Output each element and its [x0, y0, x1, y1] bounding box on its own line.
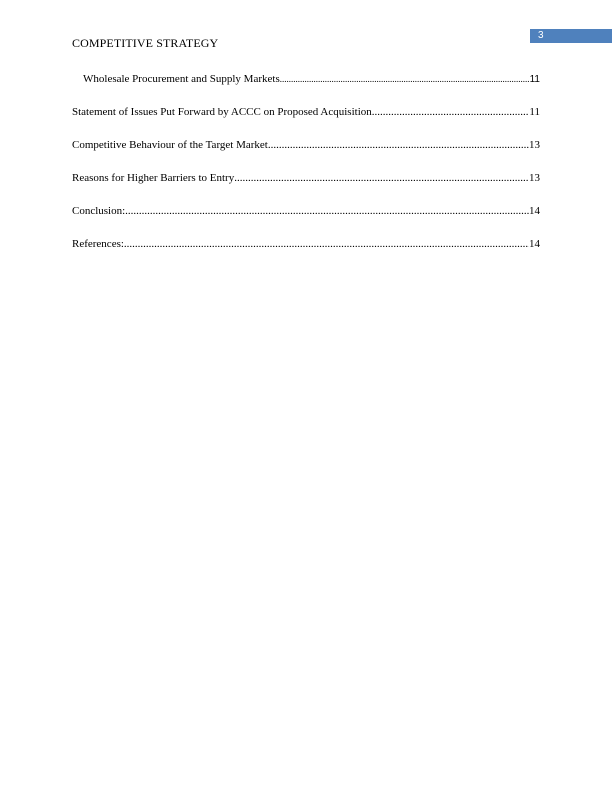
- toc-entry-page: 11: [529, 106, 540, 118]
- toc-entry-title: Statement of Issues Put Forward by ACCC on Proposed Acquisition: [72, 106, 372, 118]
- toc-entry-barriers-to-entry[interactable]: [72, 171, 540, 204]
- dot-leader: [372, 105, 530, 119]
- dot-leader: [268, 138, 529, 152]
- toc-entry-references[interactable]: [72, 237, 540, 270]
- toc-entry-statement-of-issues[interactable]: [72, 105, 540, 138]
- toc-entry-page: 13: [529, 139, 540, 151]
- table-of-contents: [72, 72, 540, 270]
- page-number: 3: [538, 30, 544, 41]
- toc-entry-title: Conclusion:: [72, 205, 126, 217]
- toc-entry-conclusion[interactable]: [72, 204, 540, 237]
- toc-entry-page: 13: [529, 172, 540, 184]
- toc-entry-competitive-behaviour[interactable]: [72, 138, 540, 171]
- toc-entry-page: 11: [529, 74, 540, 85]
- toc-entry-page: 14: [529, 205, 540, 217]
- dot-leader: [124, 237, 529, 251]
- toc-entry-title: Wholesale Procurement and Supply Markets: [83, 73, 280, 85]
- page-number-badge: [530, 29, 612, 43]
- toc-entry-page: 14: [529, 238, 540, 250]
- toc-entry-title: Competitive Behaviour of the Target Market: [72, 139, 268, 151]
- running-head: COMPETITIVE STRATEGY: [72, 36, 219, 50]
- toc-entry-title: Reasons for Higher Barriers to Entry: [72, 172, 235, 184]
- dot-leader: [280, 72, 530, 86]
- dot-leader: [234, 171, 529, 185]
- dot-leader: [125, 204, 529, 218]
- toc-entry-wholesale-procurement[interactable]: [72, 72, 540, 105]
- toc-entry-title: References:: [72, 238, 124, 250]
